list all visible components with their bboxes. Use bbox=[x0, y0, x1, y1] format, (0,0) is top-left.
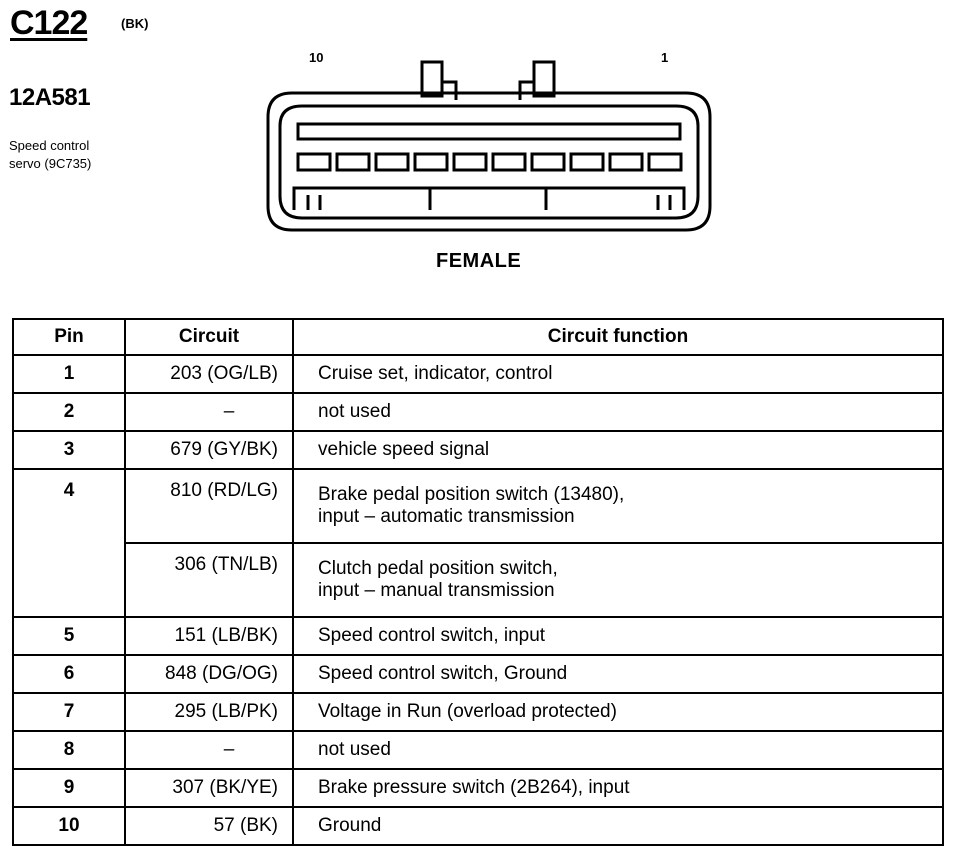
header-circuit-function: Circuit function bbox=[293, 319, 943, 355]
table-row bbox=[13, 393, 943, 431]
function-cell: Ground bbox=[293, 807, 943, 845]
pin-label-1: 1 bbox=[661, 50, 669, 65]
table-row bbox=[13, 431, 943, 469]
table-header-row bbox=[13, 319, 943, 355]
pin-cavities bbox=[298, 154, 681, 170]
pin-cell: 8 bbox=[13, 731, 125, 769]
connector-face-diagram bbox=[258, 60, 718, 240]
function-cell: Cruise set, indicator, control bbox=[293, 355, 943, 393]
locking-tab-left bbox=[422, 62, 442, 96]
function-cell bbox=[293, 543, 943, 617]
pin-cell: 7 bbox=[13, 693, 125, 731]
function-cell bbox=[293, 469, 943, 543]
tab-notch-left bbox=[442, 82, 456, 100]
table-row bbox=[13, 469, 943, 543]
cavity-3 bbox=[571, 154, 603, 170]
description-line-2: servo (9C735) bbox=[9, 156, 92, 171]
pin-cell: 4 bbox=[13, 469, 125, 617]
circuit-cell: 848 (DG/OG) bbox=[125, 655, 293, 693]
pinout-table bbox=[12, 318, 944, 846]
cavity-10 bbox=[298, 154, 330, 170]
cavity-7 bbox=[415, 154, 447, 170]
cavity-5 bbox=[493, 154, 525, 170]
circuit-cell: – bbox=[125, 393, 293, 431]
function-line-1: Brake pedal position switch (13480), bbox=[318, 484, 625, 505]
header-pin: Pin bbox=[13, 319, 125, 355]
cavity-4 bbox=[532, 154, 564, 170]
cavity-1 bbox=[649, 154, 681, 170]
table-row bbox=[13, 769, 943, 807]
pin-cell: 3 bbox=[13, 431, 125, 469]
table-row bbox=[13, 693, 943, 731]
function-cell: Speed control switch, input bbox=[293, 617, 943, 655]
pin-cell: 6 bbox=[13, 655, 125, 693]
pin-cell: 2 bbox=[13, 393, 125, 431]
function-cell: Brake pressure switch (2B264), input bbox=[293, 769, 943, 807]
table-row bbox=[13, 355, 943, 393]
pin-label-10: 10 bbox=[309, 50, 324, 65]
tab-notch-right bbox=[520, 82, 534, 100]
connector-id: C122 bbox=[10, 4, 88, 42]
cavity-6 bbox=[454, 154, 486, 170]
connector-gender-label: FEMALE bbox=[436, 250, 522, 272]
bottom-key-slot-right bbox=[546, 188, 684, 210]
pin-cell: 9 bbox=[13, 769, 125, 807]
circuit-cell: 306 (TN/LB) bbox=[125, 543, 293, 617]
bottom-key-dividers bbox=[430, 188, 546, 210]
table-row bbox=[13, 655, 943, 693]
table-row bbox=[13, 617, 943, 655]
bottom-key-slot-left bbox=[294, 188, 430, 210]
function-cell: not used bbox=[293, 731, 943, 769]
cavity-2 bbox=[610, 154, 642, 170]
circuit-cell: 307 (BK/YE) bbox=[125, 769, 293, 807]
table-row bbox=[13, 731, 943, 769]
circuit-cell: 203 (OG/LB) bbox=[125, 355, 293, 393]
function-line-2: input – automatic transmission bbox=[318, 506, 575, 527]
component-description bbox=[9, 137, 91, 173]
function-line-2: input – manual transmission bbox=[318, 580, 555, 601]
circuit-cell: – bbox=[125, 731, 293, 769]
connector-color-code: (BK) bbox=[121, 16, 149, 31]
part-number: 12A581 bbox=[9, 84, 91, 111]
circuit-cell: 151 (LB/BK) bbox=[125, 617, 293, 655]
top-slot bbox=[298, 124, 680, 139]
description-line-1: Speed control bbox=[9, 138, 90, 153]
bottom-key-ribs bbox=[308, 195, 670, 210]
cavity-8 bbox=[376, 154, 408, 170]
function-cell: not used bbox=[293, 393, 943, 431]
function-cell: vehicle speed signal bbox=[293, 431, 943, 469]
pin-cell: 10 bbox=[13, 807, 125, 845]
pin-cell: 1 bbox=[13, 355, 125, 393]
connector-housing-outer bbox=[268, 93, 710, 230]
circuit-cell: 295 (LB/PK) bbox=[125, 693, 293, 731]
circuit-cell: 57 (BK) bbox=[125, 807, 293, 845]
header-circuit: Circuit bbox=[125, 319, 293, 355]
function-cell: Voltage in Run (overload protected) bbox=[293, 693, 943, 731]
table-row bbox=[13, 807, 943, 845]
locking-tab-right bbox=[534, 62, 554, 96]
pin-cell: 5 bbox=[13, 617, 125, 655]
table-row bbox=[13, 543, 943, 617]
circuit-cell: 679 (GY/BK) bbox=[125, 431, 293, 469]
cavity-9 bbox=[337, 154, 369, 170]
circuit-cell: 810 (RD/LG) bbox=[125, 469, 293, 543]
function-line-1: Clutch pedal position switch, bbox=[318, 558, 558, 579]
function-cell: Speed control switch, Ground bbox=[293, 655, 943, 693]
